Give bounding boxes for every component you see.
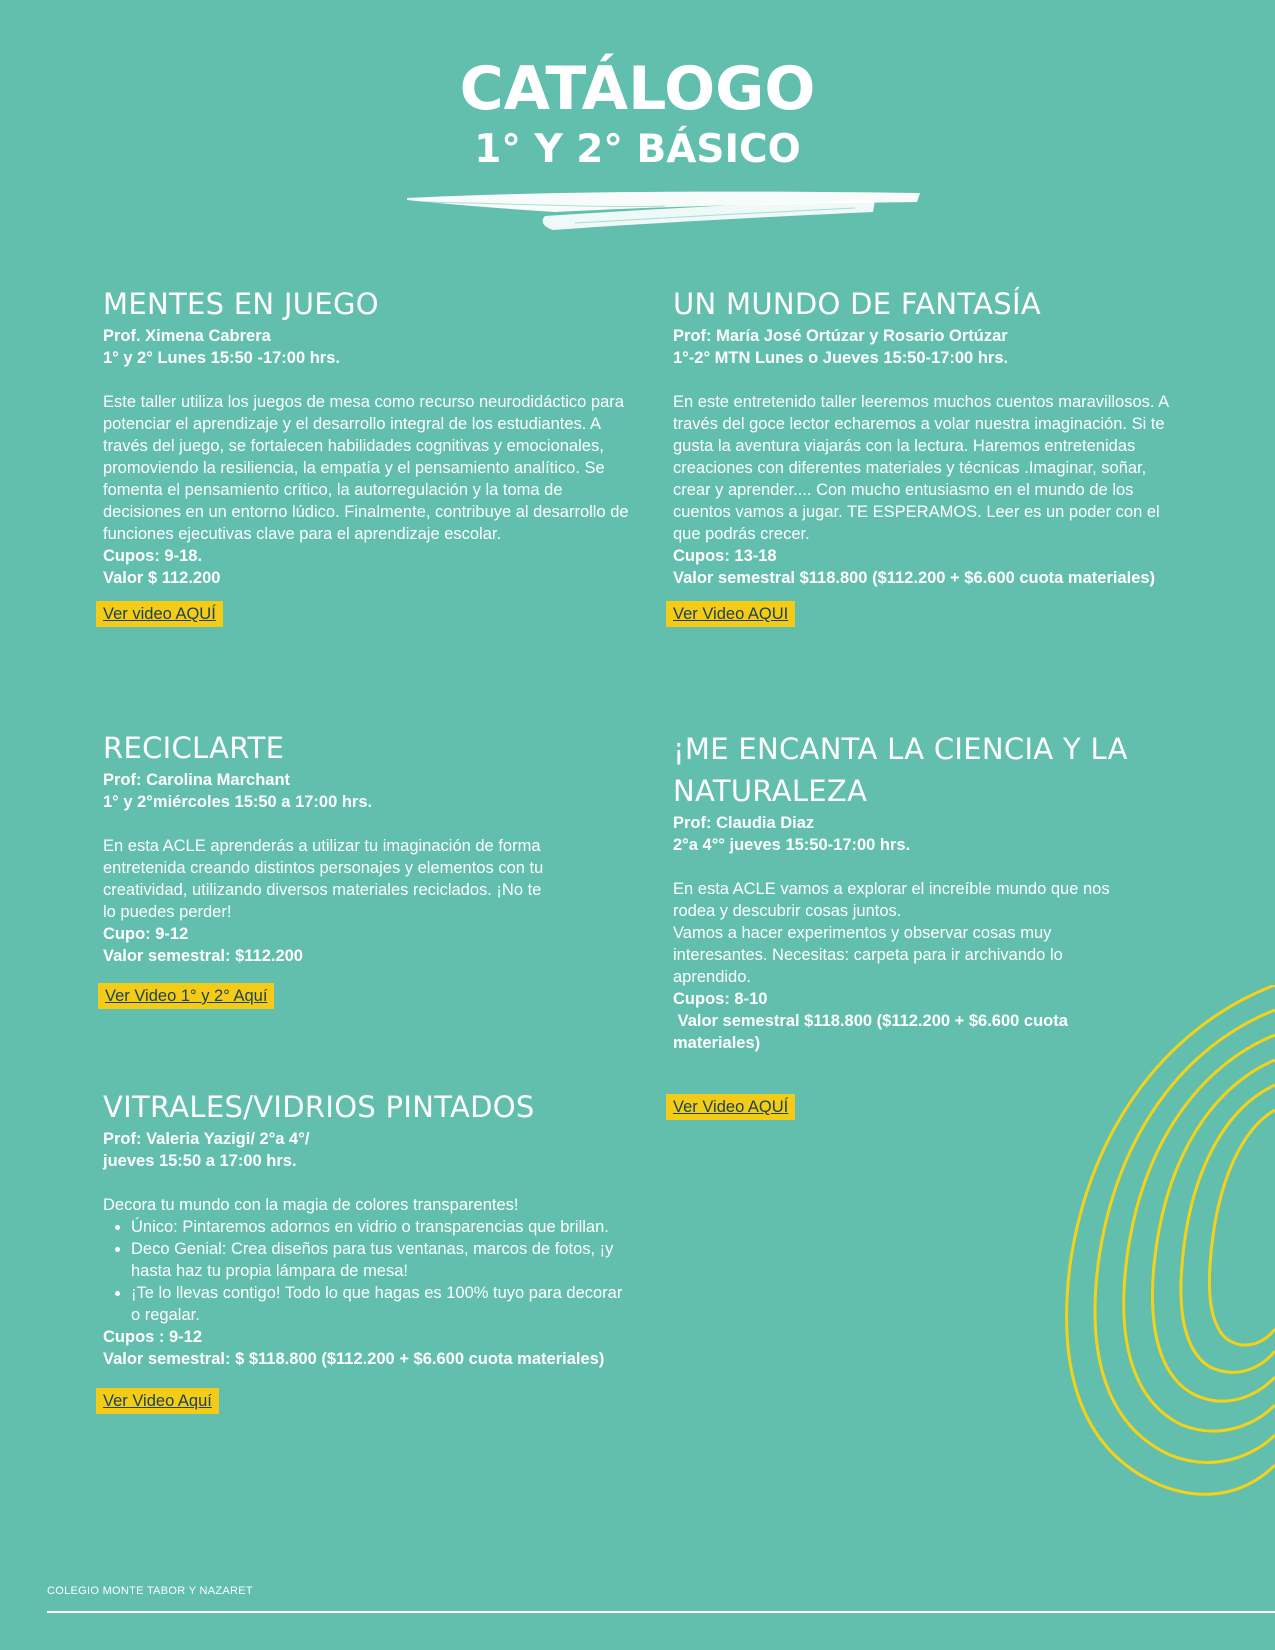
list-item: • Único: Pintaremos adornos en vidrio o transparencias que brillan. — [131, 1216, 623, 1238]
workshop-cupos: Cupos: 13-18 — [673, 547, 777, 565]
video-link-button[interactable]: Ver Video Aquí — [96, 1388, 219, 1414]
workshop-schedule: 1° y 2°miércoles 15:50 a 17:00 hrs. — [103, 793, 373, 811]
workshop-schedule: 2°a 4°° jueves 15:50-17:00 hrs. — [673, 836, 911, 854]
workshop-description: En esta ACLE aprenderás a utilizar tu imaginación de forma entretenida creando distintos personajes y elementos con tu creatividad, utilizando diversos materiales reciclados. ¡No te lo puedes perder! — [103, 837, 544, 921]
page-title: CATÁLOGO — [459, 54, 816, 124]
workshop-reciclarte — [103, 727, 553, 1009]
video-link-button[interactable]: Ver Video 1° y 2° Aquí — [98, 983, 274, 1009]
workshop-title: ¡ME ENCANTA LA CIENCIA Y LA NATURALEZA — [673, 732, 1128, 808]
workshop-schedule: jueves 15:50 a 17:00 hrs. — [103, 1152, 297, 1170]
workshop-mentes-en-juego — [103, 283, 643, 627]
workshop-un-mundo-de-fantasia — [673, 283, 1178, 627]
list-item: • ¡Te lo llevas contigo! Todo lo que hagas es 100% tuyo para decorar o regalar. — [131, 1282, 623, 1326]
workshop-description — [103, 1194, 623, 1326]
workshop-valor: Valor semestral: $112.200 — [103, 947, 303, 965]
catalog-header — [0, 54, 1275, 174]
video-link-button[interactable]: Ver Video AQUI — [666, 601, 795, 627]
workshop-cupos: Cupos : 9-12 — [103, 1328, 203, 1346]
workshop-teacher: Prof: Valeria Yazigi/ 2°a 4°/ — [103, 1130, 310, 1148]
video-link-button[interactable]: Ver Video AQUÍ — [666, 1094, 795, 1120]
workshop-schedule: 1°-2° MTN Lunes o Jueves 15:50-17:00 hrs. — [673, 349, 1009, 367]
workshop-valor: Valor $ 112.200 — [103, 569, 221, 587]
page-subtitle: 1° Y 2° BÁSICO — [474, 127, 801, 172]
footer-school-name: COLEGIO MONTE TABOR Y NAZARET — [47, 1585, 253, 1597]
workshop-bullet-list — [103, 1216, 623, 1326]
workshop-teacher: Prof: María José Ortúzar y Rosario Ortúzar — [673, 327, 1008, 345]
list-item: • Deco Genial: Crea diseños para tus ventanas, marcos de fotos, ¡y hasta haz tu propia lámpara de mesa! — [131, 1238, 623, 1282]
workshop-title: RECICLARTE — [103, 731, 285, 765]
workshop-description-continued: Vamos a hacer experimentos y observar cosas muy interesantes. Necesitas: carpeta para ir archivando lo aprendido. — [673, 924, 1063, 986]
workshop-title: VITRALES/VIDRIOS PINTADOS — [103, 1090, 535, 1124]
concentric-lines-decoration — [1050, 985, 1275, 1545]
workshop-teacher: Prof: Claudia Diaz — [673, 814, 815, 832]
workshop-description: Este taller utiliza los juegos de mesa como recurso neurodidáctico para potenciar el aprendizaje y el desarrollo integral de los estudiantes. A través del juego, se fortalecen habilidades cognitivas y emocionales, promoviendo la resiliencia, la empatía y el pensamiento analítico. Se fomenta el pensamiento crítico, la autorregulación y la toma de decisiones en un entorno lúdico. Finalmente, contribuye al desarrollo de funciones ejecutivas clave para el aprendizaje escolar. — [103, 393, 629, 543]
workshop-valor: Valor semestral: $ $118.800 ($112.200 + $6.600 cuota materiales) — [103, 1350, 605, 1368]
workshop-title: UN MUNDO DE FANTASÍA — [673, 287, 1041, 321]
workshop-cupos: Cupos: 9-18. — [103, 547, 203, 565]
workshop-schedule: 1° y 2° Lunes 15:50 -17:00 hrs. — [103, 349, 340, 367]
workshop-description: En esta ACLE vamos a explorar el increíble mundo que nos rodea y descubrir cosas juntos. — [673, 880, 1110, 920]
workshop-cupos: Cupos: 8-10 — [673, 990, 768, 1008]
workshop-valor: Valor semestral $118.800 ($112.200 + $6.600 cuota materiales) — [673, 569, 1156, 587]
workshop-vitrales — [103, 1086, 623, 1414]
workshop-intro: Decora tu mundo con la magia de colores transparentes! — [103, 1196, 519, 1214]
brush-stroke-underline — [405, 190, 925, 235]
workshop-title: MENTES EN JUEGO — [103, 287, 379, 321]
workshop-description: En este entretenido taller leeremos muchos cuentos maravillosos. A través del goce lector echaremos a volar nuestra imaginación. Si te gusta la aventura viajarás con la lectura. Haremos entretenidas creaciones con diferentes materiales y técnicas .Imaginar, soñar, crear y aprender.... Con mucho entusiasmo en el mundo de los cuentos vamos a jugar. TE ESPERAMOS. Leer es un poder con el que podrás crecer. — [673, 393, 1169, 543]
workshop-teacher: Prof. Ximena Cabrera — [103, 327, 271, 345]
workshop-cupos: Cupo: 9-12 — [103, 925, 189, 943]
workshop-teacher: Prof: Carolina Marchant — [103, 771, 291, 789]
video-link-button[interactable]: Ver video AQUÍ — [96, 601, 223, 627]
footer-divider — [47, 1611, 1275, 1613]
workshop-valor: Valor semestral $118.800 ($112.200 + $6.600 cuota materiales) — [673, 1012, 1073, 1052]
